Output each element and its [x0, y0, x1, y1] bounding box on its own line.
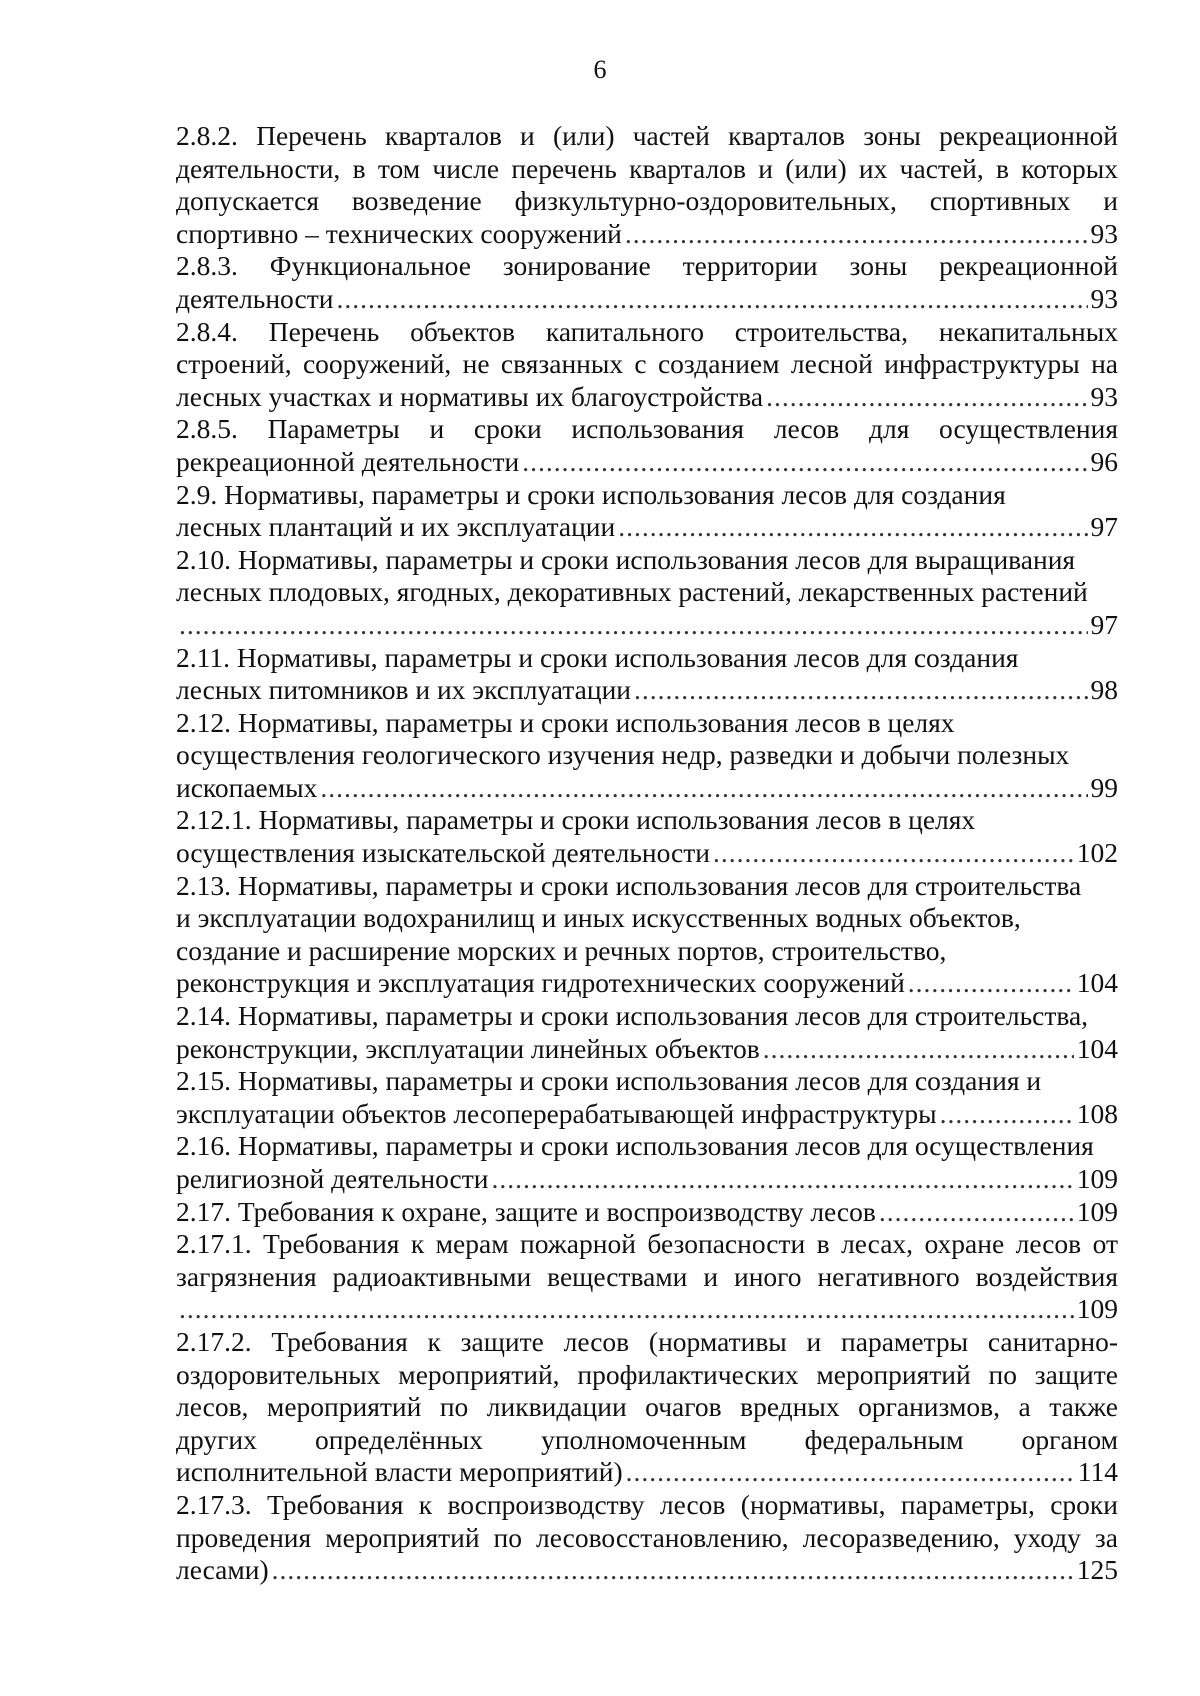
- toc-entry: [176, 1065, 1118, 1130]
- table-of-contents: [176, 120, 1118, 1587]
- toc-entry-text-line: лесных плантаций и их эксплуатации: [176, 511, 616, 543]
- toc-entry-text-line: ископаемых: [176, 771, 318, 803]
- toc-entry-leader-line: [176, 772, 1118, 805]
- toc-entry: [176, 413, 1118, 478]
- dot-leader: [492, 1163, 1074, 1196]
- toc-entry-text-line: реконструкция и эксплуатация гидротехнических сооружений: [176, 967, 905, 999]
- toc-entry-leader-line: [176, 1098, 1118, 1131]
- toc-entry-text-line: 2.15. Нормативы, параметры и сроки использования лесов для создания и: [176, 1065, 1042, 1097]
- toc-entry-text-line: лесных питомников и их эксплуатации: [176, 674, 632, 706]
- toc-entry-text-line: исполнительной власти мероприятий): [176, 1456, 623, 1488]
- toc-entry-leader-line: [176, 218, 1118, 251]
- toc-entry-leader-line: [176, 381, 1118, 414]
- toc-entry: [176, 250, 1118, 315]
- toc-entry-text-line: осуществления геологического изучения недр, разведки и добычи полезных: [176, 739, 1070, 771]
- toc-entry-text-line: 2.10. Нормативы, параметры и сроки использования лесов для выращивания: [176, 543, 1076, 575]
- toc-entry: [176, 1326, 1118, 1489]
- dot-leader: [179, 1293, 1074, 1326]
- toc-entry-text-line: эксплуатации объектов лесоперерабатывающей инфраструктуры: [176, 1097, 937, 1129]
- toc-entry-leader-line: [176, 1554, 1118, 1587]
- toc-entry: [176, 1000, 1118, 1065]
- toc-entry-text-line: лесных плодовых, ягодных, декоративных растений, лекарственных растений: [176, 576, 1088, 608]
- toc-entry-leader-line: [176, 1033, 1118, 1066]
- toc-entry-text-line: 2.17.1. Требования к мерам пожарной безопасности в лесах, охране лесов от: [176, 1228, 1118, 1260]
- toc-entry-page-number: 109: [1076, 1195, 1118, 1227]
- dot-leader: [272, 1554, 1074, 1587]
- toc-entry: [176, 642, 1118, 707]
- toc-entry-leader-line: [176, 1293, 1118, 1326]
- toc-entry-text-line: 2.14. Нормативы, параметры и сроки использования лесов для строительства,: [176, 1000, 1089, 1032]
- toc-entry: [176, 870, 1118, 1000]
- toc-entry-text-line: 2.17. Требования к охране, защите и воспроизводству лесов: [176, 1195, 876, 1227]
- dot-leader: [908, 967, 1074, 1000]
- dot-leader: [522, 446, 1087, 479]
- dot-leader: [766, 381, 1087, 414]
- toc-entry-text-line: лесами): [176, 1554, 269, 1586]
- dot-leader: [336, 283, 1087, 316]
- page-number: 6: [593, 55, 607, 84]
- toc-entry-page-number: 93: [1090, 380, 1118, 412]
- toc-entry-leader-line: [176, 283, 1118, 316]
- dot-leader: [713, 837, 1074, 870]
- toc-entry: [176, 479, 1118, 544]
- toc-entry-page-number: 102: [1076, 837, 1118, 869]
- toc-entry-leader-line: [176, 511, 1118, 544]
- toc-entry-text-line: 2.16. Нормативы, параметры и сроки использования лесов для осуществления: [176, 1130, 1094, 1162]
- toc-entry-text-line: реконструкции, эксплуатации линейных объектов: [176, 1032, 760, 1064]
- toc-entry-page-number: 114: [1077, 1456, 1118, 1488]
- toc-entry-text-line: 2.8.3. Функциональное зонирование территории зоны рекреационной: [176, 250, 1118, 282]
- toc-entry-leader-line: [176, 609, 1118, 642]
- toc-entry-text-line: оздоровительных мероприятий, профилактических мероприятий по защите: [176, 1358, 1118, 1390]
- dot-leader: [763, 1033, 1074, 1066]
- toc-entry-text-line: загрязнения радиоактивными веществами и иного негативного воздействия: [176, 1260, 1118, 1292]
- toc-entry-page-number: 93: [1090, 217, 1118, 249]
- toc-entry-page-number: 97: [1090, 608, 1118, 640]
- toc-entry-text-line: спортивно – технических сооружений: [176, 217, 622, 249]
- toc-entry-text-line: осуществления изыскательской деятельности: [176, 837, 710, 869]
- toc-entry-page-number: 125: [1076, 1554, 1118, 1586]
- toc-entry-text-line: 2.12. Нормативы, параметры и сроки использования лесов в целях: [176, 706, 955, 738]
- toc-entry: [176, 804, 1118, 869]
- toc-entry-text-line: 2.17.2. Требования к защите лесов (нормативы и параметры санитарно-: [176, 1325, 1118, 1357]
- toc-entry-leader-line: [176, 1196, 1118, 1229]
- toc-entry-leader-line: [176, 1163, 1118, 1196]
- toc-entry-text-line: 2.9. Нормативы, параметры и сроки использования лесов для создания: [176, 478, 1006, 510]
- toc-entry: [176, 1489, 1118, 1587]
- toc-entry: [176, 1130, 1118, 1195]
- dot-leader: [626, 1456, 1075, 1489]
- dot-leader: [625, 218, 1088, 251]
- toc-entry-text-line: и эксплуатации водохранилищ и иных искусственных водных объектов,: [176, 902, 1021, 934]
- toc-entry-page-number: 109: [1076, 1293, 1118, 1325]
- toc-entry-page-number: 104: [1076, 967, 1118, 999]
- toc-entry: [176, 1228, 1118, 1326]
- toc-entry-page-number: 104: [1076, 1032, 1118, 1064]
- toc-entry-text-line: строений, сооружений, не связанных с созданием лесной инфраструктуры на: [176, 348, 1118, 380]
- toc-entry-text-line: 2.11. Нормативы, параметры и сроки использования лесов для создания: [176, 641, 1019, 673]
- toc-entry-text-line: лесов, мероприятий по ликвидации очагов вредных организмов, а также: [176, 1391, 1118, 1423]
- toc-entry-leader-line: [176, 446, 1118, 479]
- toc-entry-text-line: других определённых уполномоченным федеральным органом: [176, 1423, 1118, 1455]
- dot-leader: [320, 772, 1087, 805]
- dot-leader: [940, 1098, 1074, 1131]
- toc-entry-page-number: 98: [1090, 674, 1118, 706]
- toc-entry: [176, 120, 1118, 250]
- toc-entry-text-line: лесных участках и нормативы их благоустройства: [176, 380, 764, 412]
- toc-entry-leader-line: [176, 1456, 1118, 1489]
- toc-entry-page-number: 93: [1090, 282, 1118, 314]
- dot-leader: [879, 1196, 1074, 1229]
- toc-entry-page-number: 96: [1090, 445, 1118, 477]
- toc-entry-page-number: 109: [1076, 1163, 1118, 1194]
- toc-entry-text-line: допускается возведение физкультурно-оздоровительных, спортивных и: [176, 185, 1118, 217]
- toc-entry-text-line: 2.8.4. Перечень объектов капитального строительства, некапитальных: [176, 315, 1118, 347]
- dot-leader: [634, 674, 1087, 707]
- dot-leader: [179, 609, 1088, 642]
- toc-entry-leader-line: [176, 967, 1118, 1000]
- toc-entry-text-line: деятельности, в том числе перечень кварталов и (или) их частей, в которых: [176, 152, 1118, 184]
- toc-entry: [176, 707, 1118, 805]
- toc-entry-leader-line: [176, 837, 1118, 870]
- toc-entry-page-number: 97: [1090, 511, 1118, 543]
- toc-entry-text-line: 2.12.1. Нормативы, параметры и сроки использования лесов в целях: [176, 804, 976, 836]
- toc-entry-text-line: 2.8.5. Параметры и сроки использования лесов для осуществления: [176, 413, 1118, 445]
- toc-entry-text-line: 2.17.3. Требования к воспроизводству лесов (нормативы, параметры, сроки: [176, 1488, 1118, 1520]
- toc-entry-page-number: 99: [1090, 771, 1118, 803]
- toc-entry: [176, 316, 1118, 414]
- toc-entry-leader-line: [176, 674, 1118, 707]
- toc-entry: [176, 544, 1118, 642]
- toc-entry-text-line: рекреационной деятельности: [176, 445, 520, 477]
- dot-leader: [618, 511, 1087, 544]
- toc-entry-text-line: 2.8.2. Перечень кварталов и (или) частей кварталов зоны рекреационной: [176, 120, 1118, 151]
- toc-entry-text-line: проведения мероприятий по лесовосстановлению, лесоразведению, уходу за: [176, 1521, 1118, 1553]
- toc-entry: [176, 1196, 1118, 1229]
- toc-entry-page-number: 108: [1076, 1097, 1118, 1129]
- toc-entry-text-line: религиозной деятельности: [176, 1163, 489, 1194]
- toc-entry-text-line: создание и расширение морских и речных портов, строительство,: [176, 934, 947, 966]
- toc-entry-text-line: деятельности: [176, 282, 334, 314]
- toc-entry-text-line: 2.13. Нормативы, параметры и сроки использования лесов для строительства: [176, 869, 1082, 901]
